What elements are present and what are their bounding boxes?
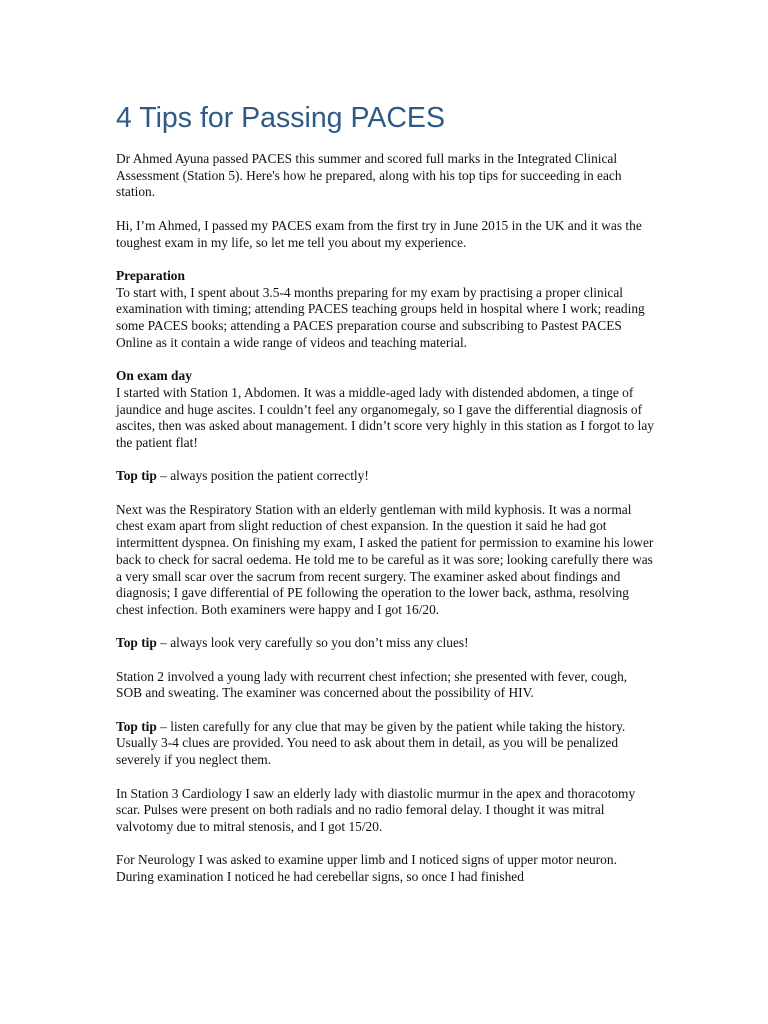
top-tip-label: Top tip (116, 635, 157, 651)
station-2-paragraph: Station 2 involved a young lady with recurrent chest infection; she presented with fever, cough, SOB and sweating. The examiner was concerned about the possibility of HIV. (116, 668, 628, 701)
top-tip-label: Top tip (116, 468, 157, 484)
top-tip-label: Top tip (116, 718, 157, 734)
top-tip-1 (116, 468, 656, 485)
exam-day-heading: On exam day (116, 368, 192, 384)
exam-day-text: I started with Station 1, Abdomen. It was a middle-aged lady with distended abdomen, a tinge of jaundice and huge ascites. I couldn’t feel any organomegaly, so I gave the differential diagnosis of ascites, then was asked about management. I didn’t score very highly in this station as I forgot to lay the patient flat! (116, 384, 654, 450)
top-tip-3 (116, 719, 656, 769)
respiratory-paragraph: Next was the Respiratory Station with an elderly gentleman with mild kyphosis. It was a normal chest exam apart from slight reduction of chest expansion. In the question it said he had got intermittent dyspnea. On finishing my exam, I asked the patient for permission to examine his lower back to check for sacral oedema. He told me to be careful as it was sore; looking carefully there was a very small scar over the sacrum from recent surgery. The examiner asked about findings and diagnosis; I gave differential of PE following the operation to the lower back, asthma, resolving chest infection. Both examiners were happy and I got 16/20. (116, 501, 654, 617)
neurology-paragraph: For Neurology I was asked to examine upper limb and I noticed signs of upper motor neuron. During examination I noticed he had cerebellar signs, so once I had finished (116, 852, 617, 885)
top-tip-2 (116, 635, 656, 652)
preparation-text: To start with, I spent about 3.5-4 months preparing for my exam by practising a proper clinical examination with timing; attending PACES teaching groups held in hospital where I work; reading some PACES books; attending a PACES preparation course and subscribing to Pastest PACES Online as it contain a wide range of videos and teaching material. (116, 284, 645, 350)
preparation-heading: Preparation (116, 267, 185, 283)
intro-paragraph: Dr Ahmed Ayuna passed PACES this summer and scored full marks in the Integrated Clinical Assessment (Station 5). Here's how he prepared, along with his top tips for succeeding in each station. (116, 151, 622, 200)
top-tip-text: – listen carefully for any clue that may be given by the patient while taking the history. Usually 3-4 clues are provided. You need to ask about them in detail, as you will be penalized severely if you neglect them. (116, 718, 626, 768)
article (116, 98, 656, 902)
page-title: 4 Tips for Passing PACES (116, 102, 445, 134)
top-tip-text: – always position the patient correctly! (156, 468, 369, 484)
preparation-section (116, 268, 656, 352)
greeting-paragraph: Hi, I’m Ahmed, I passed my PACES exam from the first try in June 2015 in the UK and it was the toughest exam in my life, so let me tell you about my experience. (116, 217, 642, 250)
station-3-paragraph: In Station 3 Cardiology I saw an elderly lady with diastolic murmur in the apex and thoracotomy scar. Pulses were present on both radials and no radio femoral delay. I thought it was mitral valvotomy due to mitral stenosis, and I got 15/20. (116, 785, 636, 834)
top-tip-text: – always look very carefully so you don’t miss any clues! (156, 635, 469, 651)
exam-day-section (116, 368, 656, 452)
